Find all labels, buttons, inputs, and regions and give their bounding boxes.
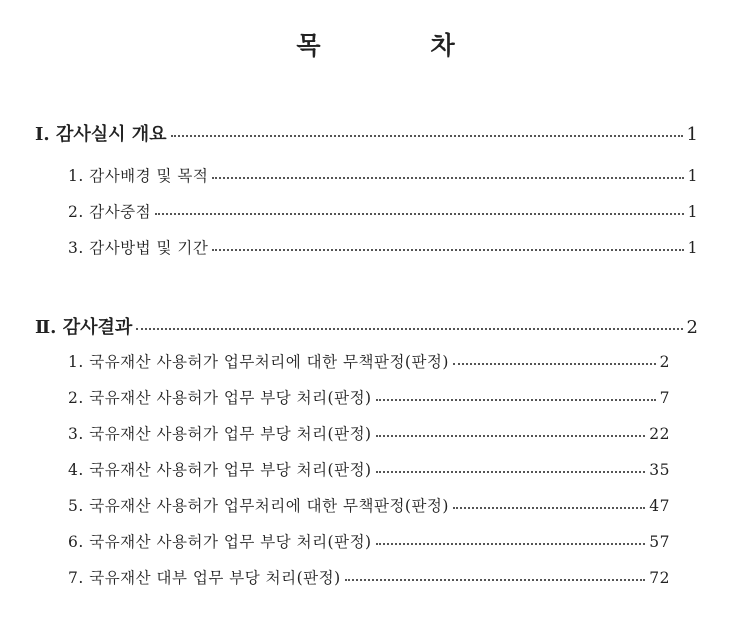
toc-item-label: 2. 국유재산 사용허가 업무 부당 처리(판정): [68, 389, 372, 407]
toc-item[interactable]: [68, 386, 670, 408]
toc-item-label: 3. 국유재산 사용허가 업무 부당 처리(판정): [68, 425, 372, 443]
toc-page-number: 1: [687, 203, 698, 221]
toc-item-label: 3. 감사방법 및 기간: [68, 239, 209, 257]
toc-leader-dots: [376, 471, 646, 473]
toc-item[interactable]: [68, 458, 670, 480]
toc-page-number: 22: [649, 425, 670, 443]
toc-item-label: 7. 국유재산 대부 업무 부당 처리(판정): [68, 569, 341, 587]
toc-item[interactable]: [68, 164, 698, 186]
toc-item-label: 1. 국유재산 사용허가 업무처리에 대한 무책판정(판정): [68, 353, 449, 371]
toc-section-1[interactable]: [35, 120, 698, 146]
toc-leader-dots: [453, 507, 645, 509]
title-left: 목: [296, 31, 321, 60]
toc-leader-dots: [376, 543, 646, 545]
toc-leader-dots: [376, 435, 646, 437]
toc-leader-dots: [376, 399, 656, 401]
toc-item-label: 2. 감사중점: [68, 203, 152, 221]
toc-page-number: 1: [687, 239, 698, 257]
toc-page-number: 57: [649, 533, 670, 551]
toc-page-number: 2: [686, 317, 698, 338]
toc-page-number: 7: [659, 389, 670, 407]
toc-section-label: Ⅱ. 감사결과: [35, 317, 133, 338]
title-right: 차: [430, 31, 455, 60]
toc-leader-dots: [171, 135, 683, 137]
toc-page-number: 1: [687, 167, 698, 185]
toc-item[interactable]: [68, 350, 670, 372]
toc-item[interactable]: [68, 494, 670, 516]
toc-page-number: 35: [649, 461, 670, 479]
toc-page-number: 1: [686, 124, 698, 145]
toc-leader-dots: [212, 177, 683, 179]
toc-leader-dots: [345, 579, 646, 581]
toc-item[interactable]: [68, 530, 670, 552]
toc-item[interactable]: [68, 236, 698, 258]
toc-leader-dots: [212, 249, 683, 251]
toc-leader-dots: [136, 328, 682, 330]
toc-section-2[interactable]: [35, 313, 698, 339]
toc-item[interactable]: [68, 566, 670, 588]
toc-item[interactable]: [68, 422, 670, 444]
page-title: [0, 26, 751, 62]
toc-page-number: 72: [649, 569, 670, 587]
toc-item-label: 5. 국유재산 사용허가 업무처리에 대한 무책판정(판정): [68, 497, 449, 515]
toc-item-label: 6. 국유재산 사용허가 업무 부당 처리(판정): [68, 533, 372, 551]
toc-section-label: Ⅰ. 감사실시 개요: [35, 124, 167, 145]
toc-page-number: 47: [649, 497, 670, 515]
toc-item-label: 4. 국유재산 사용허가 업무 부당 처리(판정): [68, 461, 372, 479]
toc-item[interactable]: [68, 200, 698, 222]
toc-leader-dots: [453, 363, 656, 365]
toc-item-label: 1. 감사배경 및 목적: [68, 167, 209, 185]
toc-leader-dots: [155, 213, 684, 215]
toc-page-number: 2: [659, 353, 670, 371]
